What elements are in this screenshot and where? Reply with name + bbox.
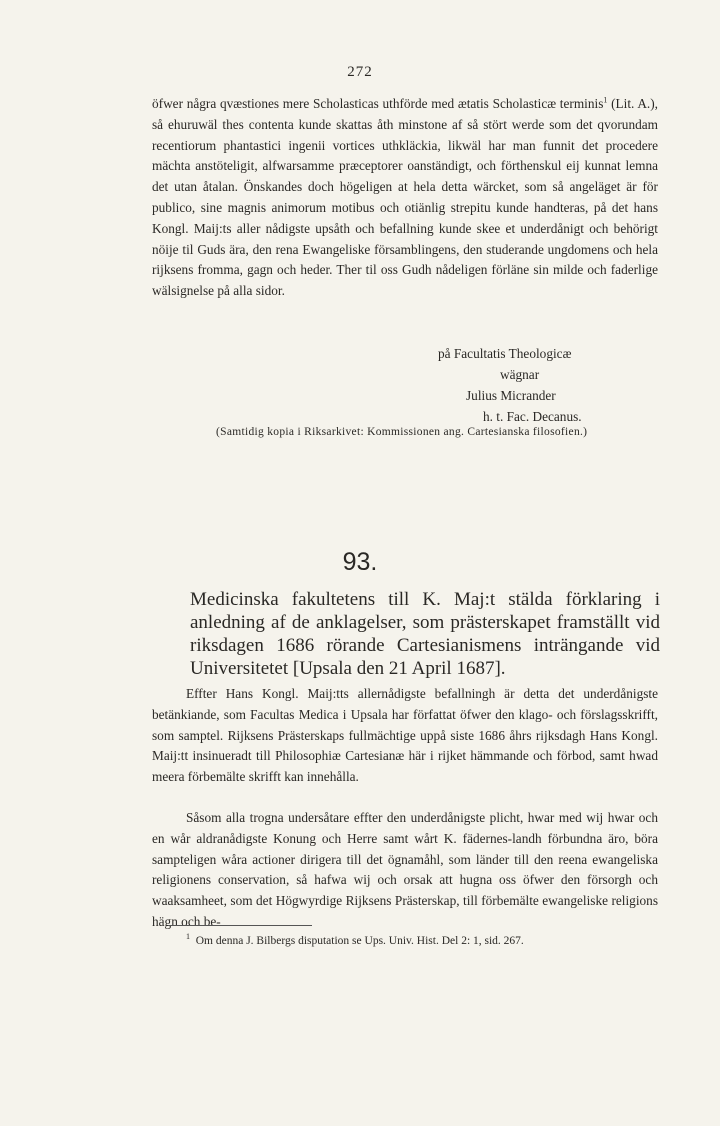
footnote-divider: [168, 925, 312, 926]
footnote: [186, 932, 524, 947]
footnote-reference: 1: [603, 95, 608, 105]
footnote-marker: 1: [186, 932, 190, 942]
body-paragraph-1: Effter Hans Kongl. Maij:tts allernådigste befallningh är detta det underdånigste betänkiande, som Facultas Medica i Upsala har författat öfwer den klago- och förslagsskrifft, som samptel. Rijksens Prästerskaps fullmächtige uppå siste 1686 åhrs rijksdagh Hans Kongl. Maij:tt insinueradt till Philosophiæ Cartesianæ här i rijket hämmande och förbod, samt hwad meera förbemälte skrifft kan innehålla.: [152, 686, 658, 785]
top-paragraph: [152, 94, 658, 302]
top-paragraph-rest: (Lit. A.), så ehuruwäl thes contenta kunde skattas åth minstone af så stört werde som det qvorundam recentiorum phantastici ingenii vortices uthkläckia, likwäl har man funnit det procedere mächta anstöteligit, alfwarsamme præceptorer oanständigt, och förthenskul eij kunnat lemna det utan åtalan. Önskandes doch högeligen at hela detta wärcket, som så angeläget är för publico, sine magnis animorum motibus och otiänlig strepitu kunde handteras, på det hans Kongl. Maij:ts aller nådigste upsåth och befallning kunde skee et underdånigt och behörigt nöije til Guds ära, den rena Ewangeliske församblingens, den studerande ungdomens och hela rijksens fromma, gagn och heder. Ther til oss Gudh nådeligen förläne sin milde och faderlige wälsignelse på alla sidor.: [152, 96, 658, 299]
signature-faculty: på Facultatis Theologicæ: [438, 346, 572, 361]
source-note: (Samtidig kopia i Riksarkivet: Kommissionen ang. Cartesianska filosofien.): [216, 426, 588, 438]
top-paragraph-start: öfwer några qvæstiones mere Scholasticas uthförde med ætatis Scholasticæ terminis: [152, 96, 604, 111]
section-title: Medicinska fakultetens till K. Maj:t stälda förklaring i anledning af de anklagelser, som prästerskapet framställt vid riksdagen 1686 rörande Cartesianismens inträngande vid Universitetet [Upsala den 21 April 1687].: [190, 589, 660, 679]
page-number: 272: [347, 64, 373, 80]
signature-title: h. t. Fac. Decanus.: [483, 409, 582, 424]
signature-name: Julius Micrander: [466, 388, 556, 403]
signature-behalf: wägnar: [500, 367, 540, 382]
footnote-text: Om denna J. Bilbergs disputation se Ups. Univ. Hist. Del 2: 1, sid. 267.: [195, 935, 524, 947]
section-number: 93.: [342, 548, 378, 576]
body-paragraph-2: Såsom alla trogna undersåtare effter den underdånigste plicht, hwar med wij hwar och en wår aldranådigste Konung och Herre samt wårt K. fädernes-landh förbundna äro, böra sampteligen wåra actioner dirigera till det ögnamåhl, som länder till den reena ewangeliska religionens conservation, så hafwa wij och orsak att hugna oss öfwer den försorgh och waaksamheet, som det Högwyrdige Rijksens Prästerskap, till förbemälte ewangeliske religions hägn och be-: [152, 810, 658, 929]
